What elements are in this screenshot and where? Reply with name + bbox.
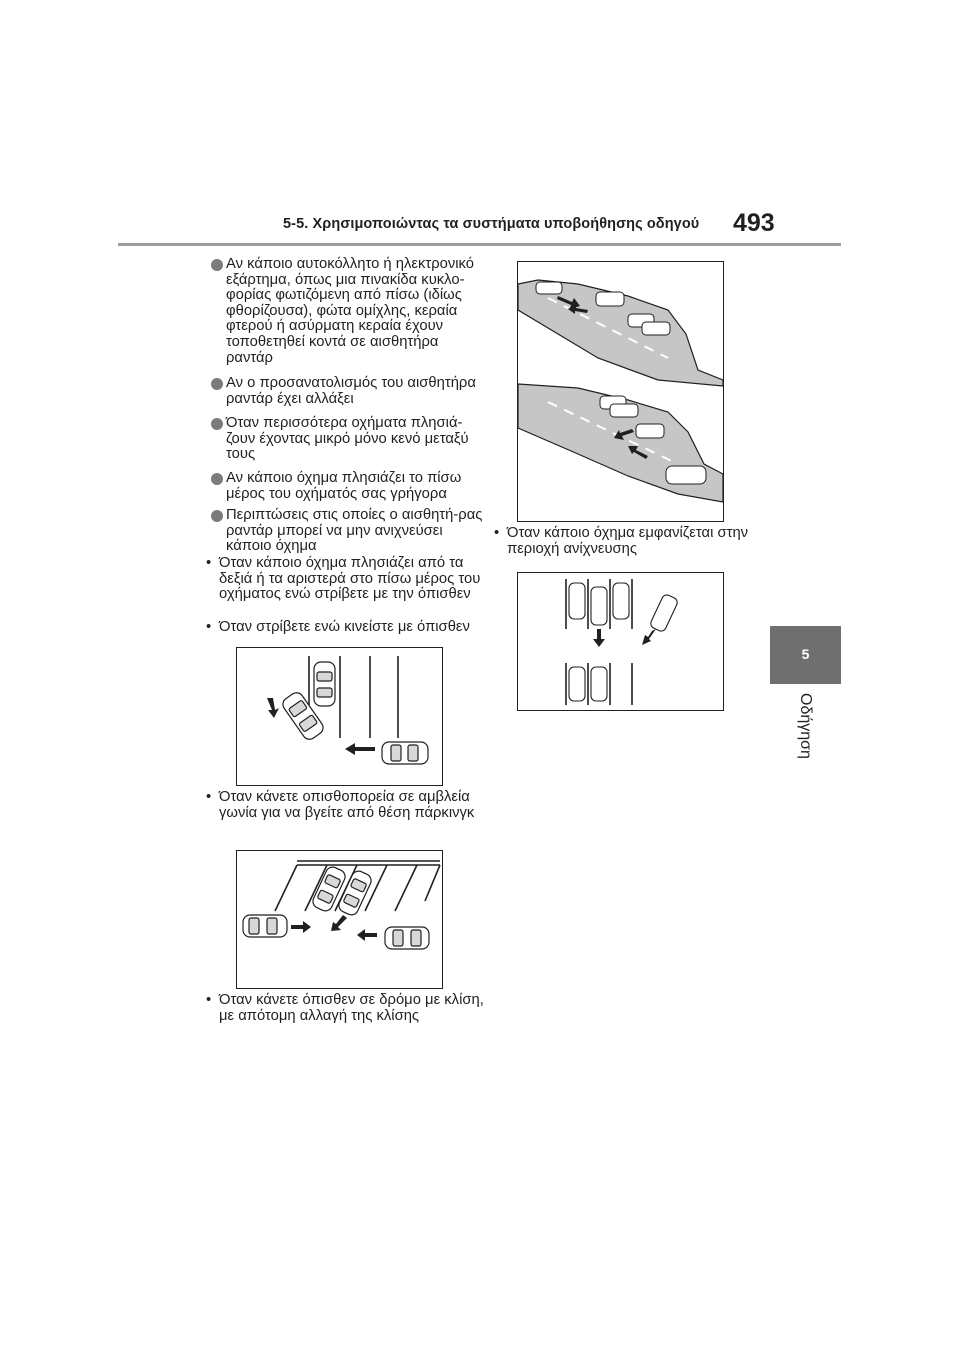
chapter-label-text: Οδήγηση [797,693,814,759]
caption-vehicle-enters: • Όταν κάποιο όχημα εμφανίζεται στην περιοχή ανίχνευσης [492,526,767,557]
parked-car [569,583,585,619]
right-car [385,927,429,949]
page-number: 493 [733,209,775,237]
list-item: Όταν περισσότερα οχήματα πλησιά-ζουν έχοντας μικρό μόνο κενό μεταξύ τους [211,416,486,463]
arrow-icon [357,929,377,941]
arrow-icon [642,629,656,645]
car [636,424,664,438]
figure-turning-reverse [236,647,443,786]
parked-car [591,667,607,701]
list-item: Αν κάποιο αυτοκόλλητο ή ηλεκτρονικό εξάρτημα, όπως μια πινακίδα κυκλο-φορίας φωτιζόμενη από πίσω (ιδίως φθορίζουσα), φώτα ομίχλης, κεραία φτερού ή ασύρματη κεραία έχουν τοποθετηθεί κοντά σε αισθητήρα ραντάρ [211,257,486,366]
list-item: Περιπτώσεις στις οποίες ο αισθητή-ρας ραντάρ μπορεί να μην ανιχνεύσει κάποιο όχημα [211,508,486,555]
caption-slope: • Όταν κάνετε όπισθεν σε δρόμο με κλίση, με απότομη αλλαγή της κλίσης [204,993,487,1024]
chapter-label [792,693,814,763]
car [536,282,562,294]
approaching-car [382,742,428,764]
caption-angle-parking: • Όταν κάνετε οπισθοπορεία σε αμβλεία γωνία για να βγείτε από θέση πάρκινγκ [204,790,487,821]
arrow-icon [345,743,375,755]
section-title: 5-5. Χρησιμοποιώντας τα συστήματα υποβοήθησης οδηγού [283,216,700,232]
list-item: Αν ο προσανατολισμός του αισθητήρα ραντάρ έχει αλλάξει [211,376,486,407]
car [596,292,624,306]
parked-car [314,662,335,706]
figure-angle-parking [236,850,443,989]
list-item: Αν κάποιο όχημα πλησιάζει το πίσω μέρος του οχήματός σας γρήγορα [211,471,486,502]
car [610,404,638,417]
parked-car [613,583,629,619]
reversing-car [591,587,607,625]
sub-list-item: • Όταν κάποιο όχημα πλησιάζει από τα δεξιά ή τα αριστερά στο πίσω μέρος του οχήματος ενώ στρίβετε με την όπισθεν [204,556,487,603]
chapter-number: 5 [801,646,810,662]
arrow-icon [267,698,279,718]
arrow-icon [291,921,311,933]
left-car [243,915,287,937]
car [666,466,706,484]
figure-sloped-road [517,261,724,522]
car [642,322,670,335]
header-rule [118,243,841,246]
chapter-tab [770,626,841,684]
figure-vehicle-enters [517,572,724,711]
parked-car [569,667,585,701]
arrow-icon [593,629,605,647]
arrow-icon [331,915,347,931]
approaching-car [649,593,679,632]
sub-list-item: • Όταν στρίβετε ενώ κινείστε με όπισθεν [204,620,489,636]
